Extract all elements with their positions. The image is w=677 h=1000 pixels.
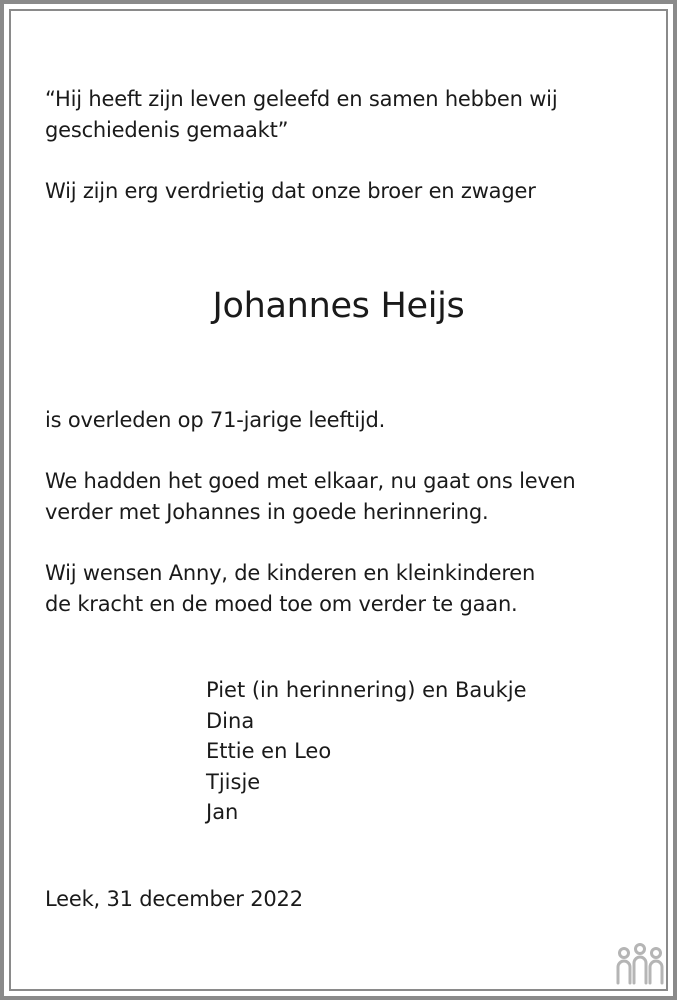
paragraph-3-line-1: Wij wensen Anny, de kinderen en kleinkinderen <box>45 561 536 585</box>
signers-list <box>206 675 527 828</box>
paragraph-2-line-2: verder met Johannes in goede herinnering. <box>45 500 489 524</box>
signer: Ettie en Leo <box>206 739 332 763</box>
signer: Jan <box>206 800 239 824</box>
family-people-icon <box>614 941 666 987</box>
place-date: Leek, 31 december 2022 <box>45 887 303 911</box>
paragraph-3-line-2: de kracht en de moed toe om verder te gaan. <box>45 592 518 616</box>
deceased-name: Johannes Heijs <box>212 286 465 326</box>
quote-line-2: geschiedenis gemaakt” <box>45 118 289 142</box>
intro-text: Wij zijn erg verdrietig dat onze broer en zwager <box>45 179 536 203</box>
signer: Piet (in herinnering) en Baukje <box>206 678 527 702</box>
quote-line-1: “Hij heeft zijn leven geleefd en samen hebben wij <box>45 87 558 111</box>
paragraph-2-line-1: We hadden het goed met elkaar, nu gaat ons leven <box>45 469 576 493</box>
signer: Dina <box>206 708 255 733</box>
signer: Tjisje <box>206 769 261 794</box>
age-text: is overleden op 71-jarige leeftijd. <box>45 408 386 432</box>
